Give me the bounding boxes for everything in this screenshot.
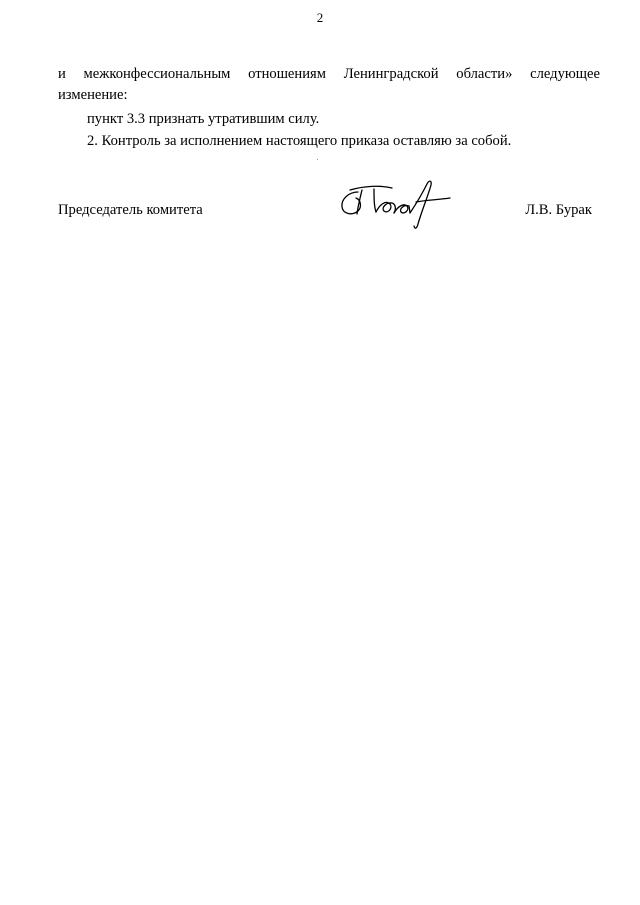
body-line-3: пункт 3.3 признать утратившим силу. bbox=[87, 111, 320, 127]
handwritten-signature bbox=[336, 176, 456, 232]
body-line-1-word: области» bbox=[456, 66, 513, 82]
body-line-1 bbox=[58, 64, 600, 85]
body-line-1-word: отношениям bbox=[248, 66, 326, 82]
scan-speck bbox=[317, 159, 318, 160]
body-line-4: 2. Контроль за исполнением настоящего приказа оставляю за собой. bbox=[87, 133, 512, 149]
body-line-1-word: межконфессиональным bbox=[83, 66, 231, 82]
body-line-1-word: следующее bbox=[530, 66, 600, 82]
signatory-title: Председатель комитета bbox=[58, 202, 203, 218]
body-line-2: изменение: bbox=[58, 87, 128, 103]
signatory-name: Л.В. Бурак bbox=[525, 202, 592, 218]
page-number: 2 bbox=[316, 10, 324, 25]
body-line-1-word: и bbox=[58, 66, 66, 82]
body-line-1-word: Ленинградской bbox=[343, 66, 439, 82]
